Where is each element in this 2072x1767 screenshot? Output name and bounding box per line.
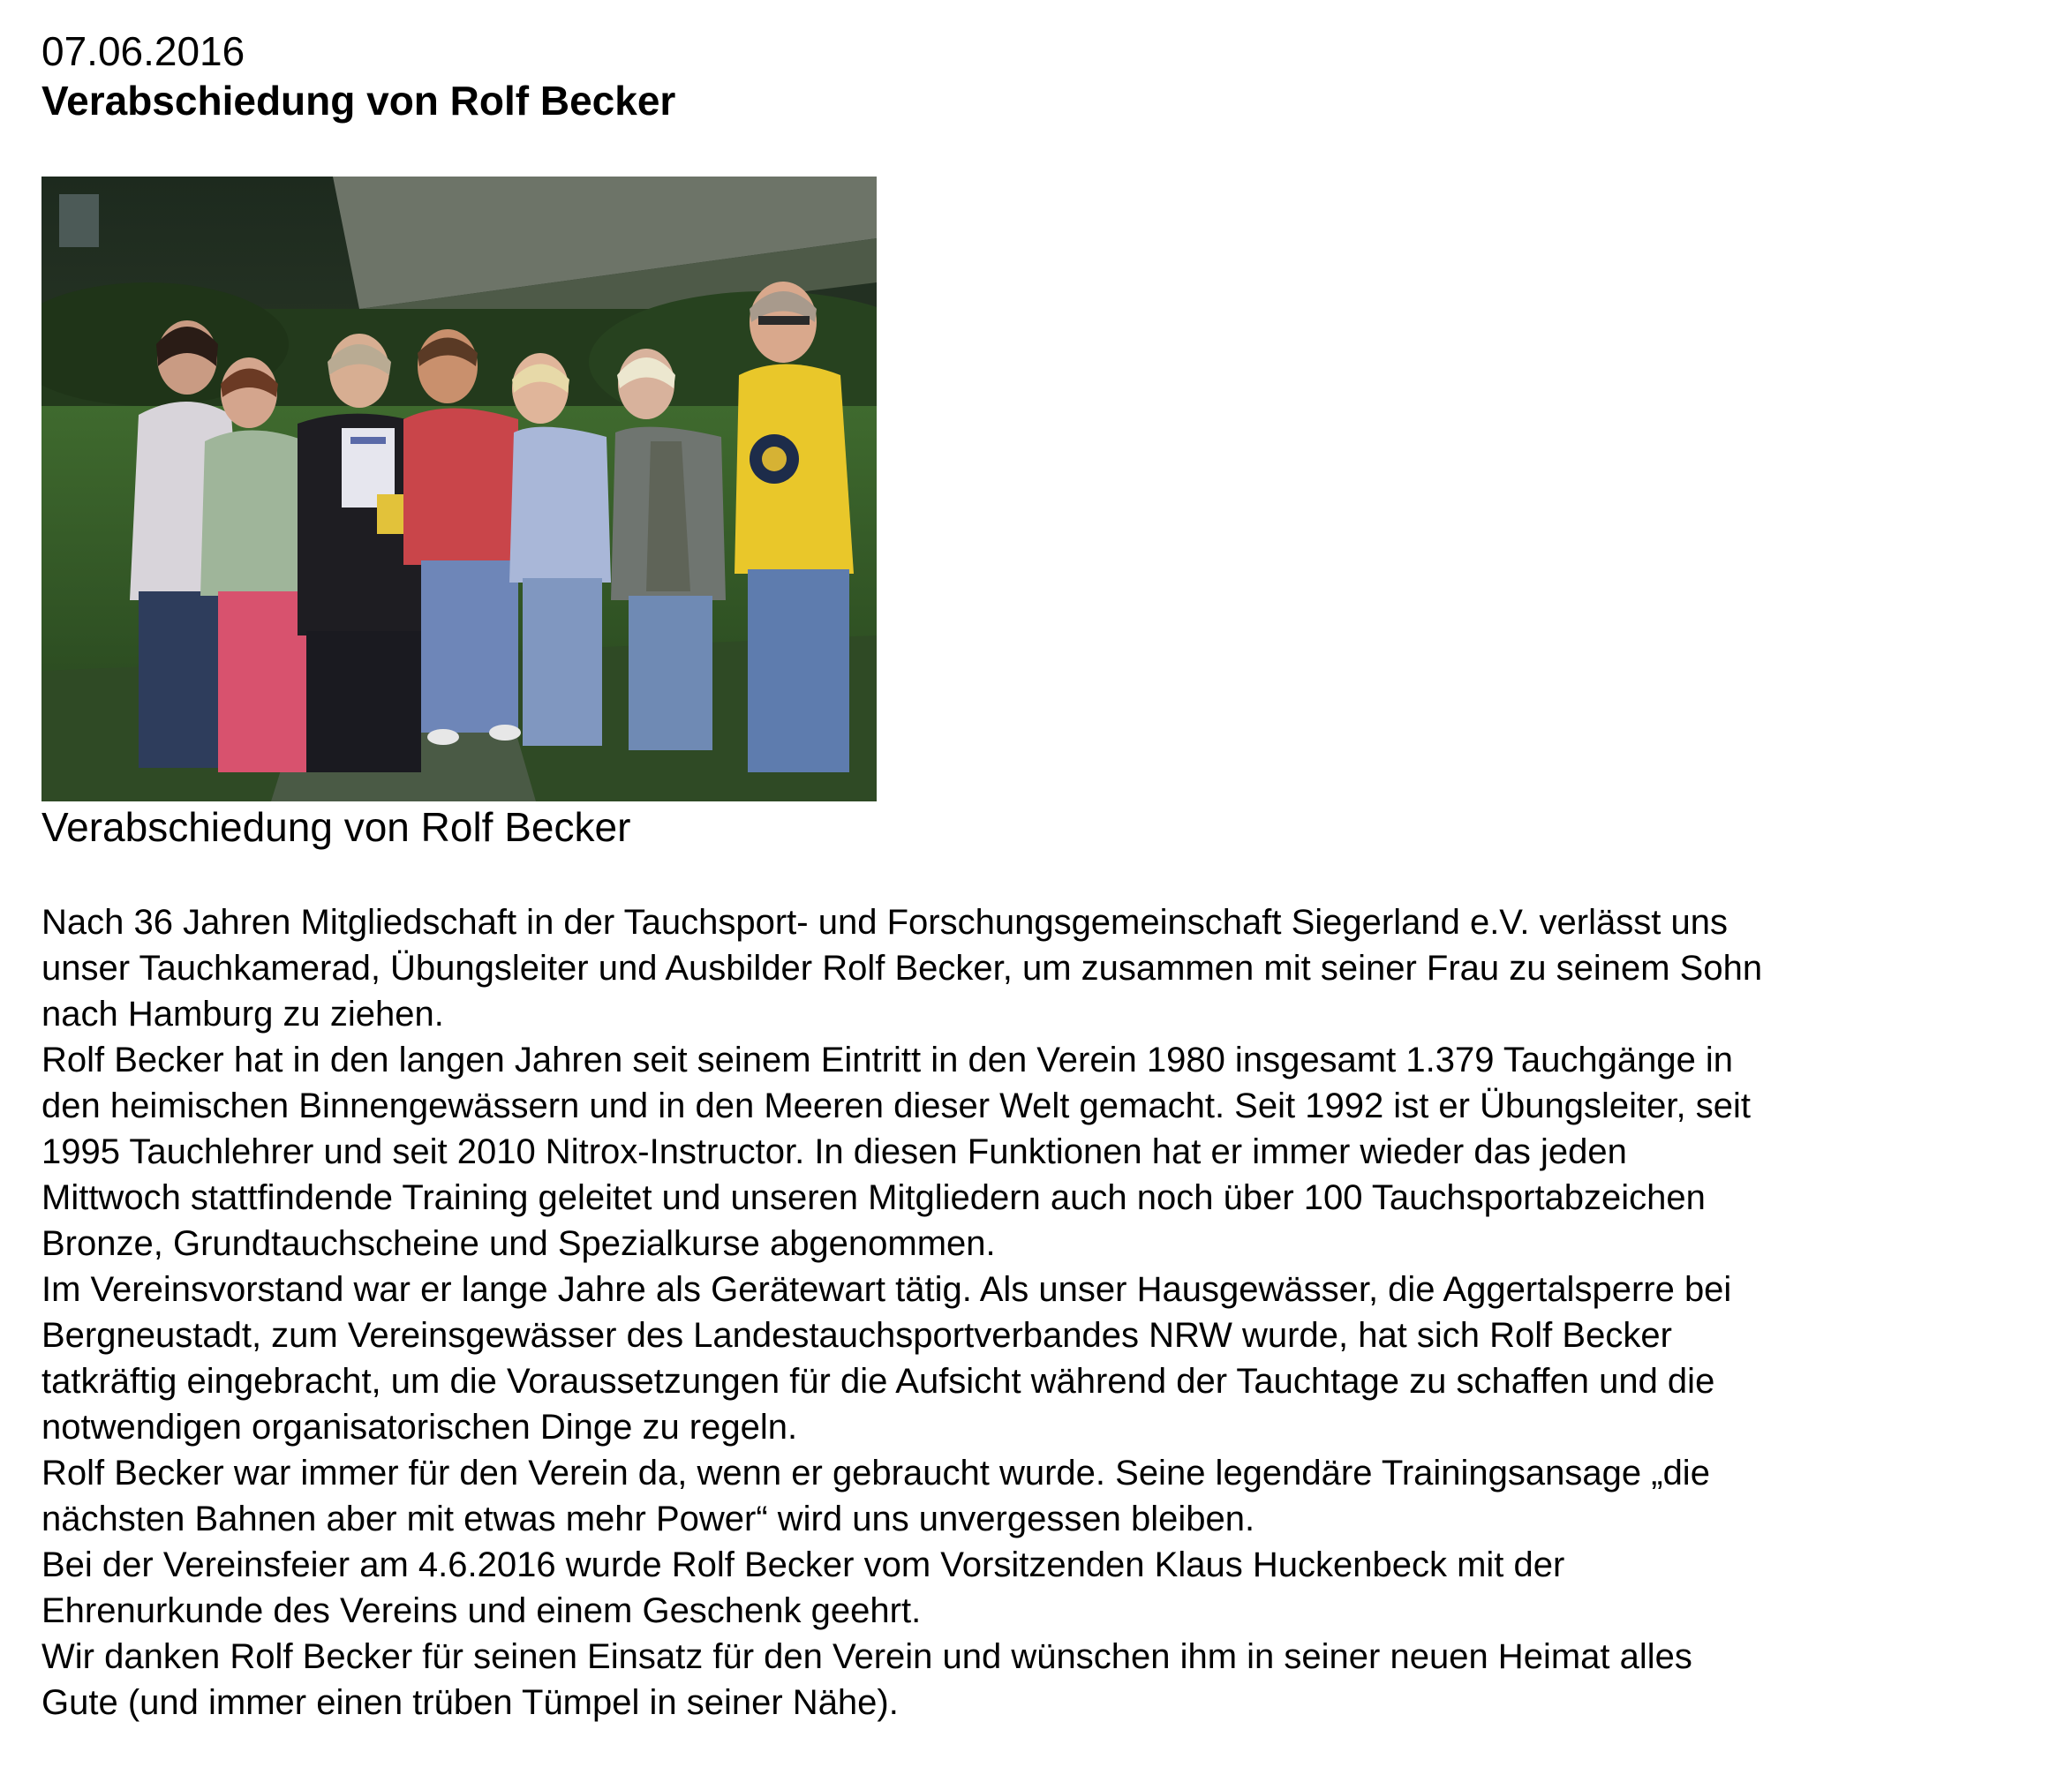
body-line: Rolf Becker war immer für den Verein da, wenn er gebraucht wurde. Seine legendäre Trainingsansage „die (41, 1454, 1710, 1493)
body-line: Nach 36 Jahren Mitgliedschaft in der Tauchsport- und Forschungsgemeinschaft Siegerland e.V. verlässt uns (41, 903, 1728, 942)
body-line: 1995 Tauchlehrer und seit 2010 Nitrox-Instructor. In diesen Funktionen hat er immer wieder das jeden (41, 1132, 1627, 1171)
article-title: Verabschiedung von Rolf Becker (41, 78, 676, 124)
body-line: Mittwoch stattfindende Training geleitet und unseren Mitgliedern auch noch über 100 Tauchsportabzeichen (41, 1178, 1706, 1217)
article-body (41, 899, 2063, 1726)
photo-caption: Verabschiedung von Rolf Becker (41, 804, 631, 850)
body-line: tatkräftig eingebracht, um die Voraussetzungen für die Aufsicht während der Tauchtage zu schaffen und die (41, 1362, 1715, 1401)
group-photo (41, 177, 877, 801)
body-line: nächsten Bahnen aber mit etwas mehr Power“ wird uns unvergessen bleiben. (41, 1500, 1255, 1538)
body-line: Bei der Vereinsfeier am 4.6.2016 wurde Rolf Becker vom Vorsitzenden Klaus Huckenbeck mit der (41, 1545, 1565, 1584)
body-line: Bronze, Grundtauchscheine und Spezialkurse abgenommen. (41, 1224, 996, 1263)
body-line: notwendigen organisatorischen Dinge zu regeln. (41, 1408, 798, 1447)
body-line: Gute (und immer einen trüben Tümpel in seiner Nähe). (41, 1683, 899, 1722)
group-photo-illustration (41, 177, 877, 801)
body-line: Rolf Becker hat in den langen Jahren seit seinem Eintritt in den Verein 1980 insgesamt 1.379 Tauchgänge in (41, 1041, 1734, 1079)
body-line: Wir danken Rolf Becker für seinen Einsatz für den Verein und wünschen ihm in seiner neuen Heimat alles (41, 1637, 1692, 1676)
body-line: den heimischen Binnengewässern und in den Meeren dieser Welt gemacht. Seit 1992 ist er Übungsleiter, seit (41, 1087, 1751, 1125)
body-line: nach Hamburg zu ziehen. (41, 995, 444, 1034)
body-line: unser Tauchkamerad, Übungsleiter und Ausbilder Rolf Becker, um zusammen mit seiner Frau zu seinem Sohn (41, 949, 1763, 988)
body-line: Bergneustadt, zum Vereinsgewässer des Landestauchsportverbandes NRW wurde, hat sich Rolf Becker (41, 1316, 1672, 1355)
body-line: Im Vereinsvorstand war er lange Jahre als Gerätewart tätig. Als unser Hausgewässer, die Aggertalsperre bei (41, 1270, 1732, 1309)
body-line: Ehrenurkunde des Vereins und einem Geschenk geehrt. (41, 1591, 922, 1630)
article-date: 07.06.2016 (41, 28, 245, 74)
